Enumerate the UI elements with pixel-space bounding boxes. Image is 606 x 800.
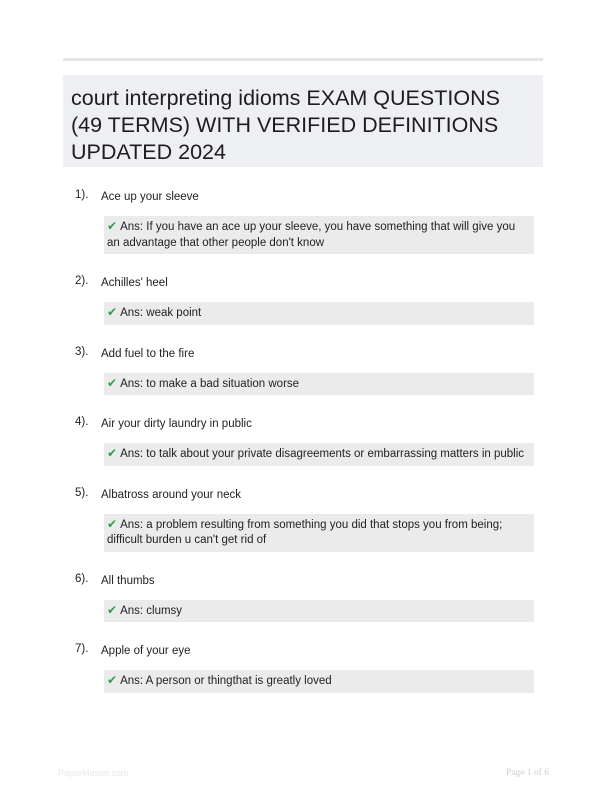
answer-text: Ans: to make a bad situation worse <box>120 377 300 390</box>
question-term: Ace up your sleeve <box>101 191 199 203</box>
answer-box <box>104 373 534 396</box>
header-divider <box>63 58 543 61</box>
page-number: Page 1 of 6 <box>505 768 549 778</box>
question-term: All thumbs <box>101 574 155 587</box>
answer-box <box>104 302 534 325</box>
question-number: 1). <box>75 189 89 201</box>
check-icon: ✔ <box>107 516 118 531</box>
question-term: Apple of your eye <box>101 645 191 657</box>
check-icon: ✔ <box>107 446 118 460</box>
question-term: Add fuel to the fire <box>101 347 195 360</box>
footer-watermark: PaperMaster.com <box>58 768 129 778</box>
answer-box <box>104 600 534 623</box>
question-item <box>63 188 543 254</box>
answer-box <box>104 216 534 254</box>
answer-text: Ans: A person or thingthat is greatly loved <box>120 675 332 687</box>
answer-box <box>104 443 534 466</box>
check-icon: ✔ <box>107 602 118 617</box>
question-term: Albatross around your neck <box>101 488 241 501</box>
question-list <box>63 188 543 713</box>
question-number: 4). <box>75 416 89 428</box>
question-item <box>63 572 543 623</box>
question-item <box>63 642 543 693</box>
answer-text: Ans: If you have an ace up your sleeve, you have something that will give you an advantage that other people don't know <box>107 221 516 249</box>
title-block <box>63 75 543 167</box>
question-item <box>63 274 543 325</box>
check-icon: ✔ <box>107 375 118 390</box>
question-number: 5). <box>75 486 89 499</box>
question-number: 7). <box>75 643 89 655</box>
question-number: 6). <box>75 572 89 585</box>
answer-text: Ans: weak point <box>120 307 202 319</box>
check-icon: ✔ <box>107 305 118 319</box>
answer-text: Ans: a problem resulting from something you did that stops you from being; difficult burden u can't get rid of <box>107 518 503 546</box>
question-number: 3). <box>75 345 89 358</box>
question-item <box>63 415 543 466</box>
question-item <box>63 486 543 552</box>
document-title: court interpreting idioms EXAM QUESTIONS (49 TERMS) WITH VERIFIED DEFINITIONS UPDATED 2024 <box>71 86 500 164</box>
question-term: Air your dirty laundry in public <box>101 418 252 430</box>
check-icon: ✔ <box>107 673 118 687</box>
answer-text: Ans: to talk about your private disagreements or embarrassing matters in public <box>120 448 525 460</box>
question-term: Achilles' heel <box>101 277 168 289</box>
check-icon: ✔ <box>107 219 118 233</box>
answer-text: Ans: clumsy <box>120 604 183 617</box>
answer-box <box>104 514 534 552</box>
question-item <box>63 345 543 396</box>
question-number: 2). <box>75 275 89 287</box>
answer-box <box>104 670 534 693</box>
